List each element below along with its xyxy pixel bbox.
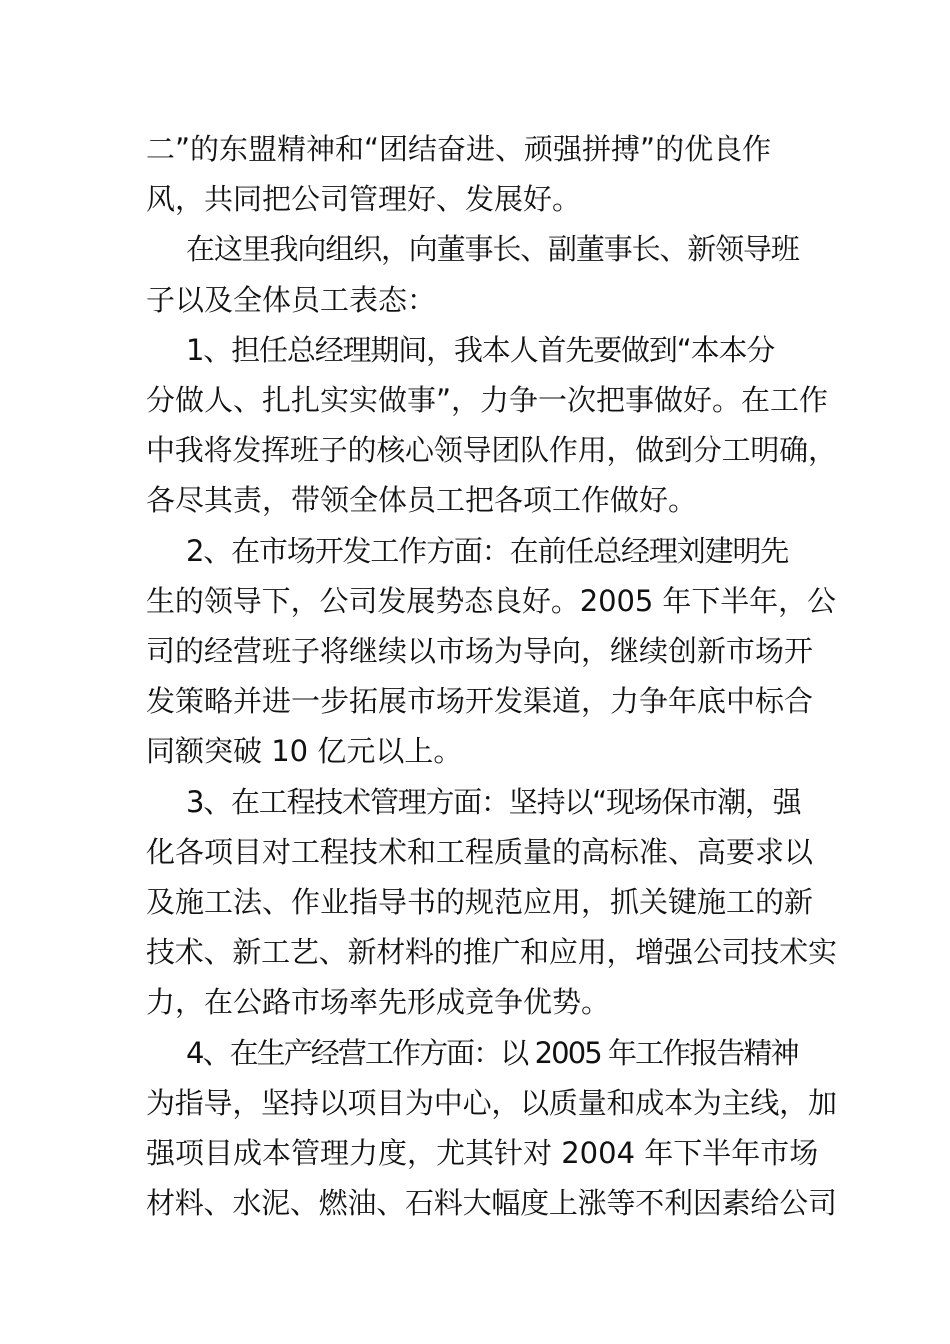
text-line: 化各项目对工程技术和工程质量的高标准、高要求以 xyxy=(146,834,814,869)
text-line: 强项目成本管理力度，尤其针对 2004 年下半年市场 xyxy=(146,1136,819,1171)
text-line: 二”的东盟精神和“团结奋进、顽强拼搏”的优良作 xyxy=(146,132,772,166)
text-line: 同额突破 10 亿元以上。 xyxy=(146,734,463,769)
text-line: 各尽其责，带领全体员工把各项工作做好。 xyxy=(146,483,698,518)
text-line: 2、在市场开发工作方面：在前任总经理刘建明先 xyxy=(186,533,789,568)
text-line: 风，共同把公司管理好、发展好。 xyxy=(146,182,582,217)
text-line: 在这里我向组织，向董事长、副董事长、新领导班 xyxy=(186,232,799,267)
text-line: 中我将发挥班子的核心领导团队作用，做到分工明确， xyxy=(146,433,837,468)
text-line: 发策略并进一步拓展市场开发渠道，力争年底中标合 xyxy=(146,684,814,719)
text-line: 技术、新工艺、新材料的推广和应用，增强公司技术实 xyxy=(146,935,837,970)
text-line: 司的经营班子将继续以市场为导向，继续创新市场开 xyxy=(146,634,814,669)
document-body xyxy=(146,124,837,1228)
text-line: 3、在工程技术管理方面：坚持以“现场保市潮，强 xyxy=(186,784,801,819)
text-line: 及施工法、作业指导书的规范应用，抓关键施工的新 xyxy=(146,885,814,920)
text-line: 生的领导下，公司发展势态良好。2005 年下半年，公 xyxy=(146,583,836,618)
text-line: 分做人、扎扎实实做事”，力争一次把事做好。在工作 xyxy=(146,383,829,418)
text-line: 力，在公路市场率先形成竞争优势。 xyxy=(146,985,611,1020)
text-line: 材料、水泥、燃油、石料大幅度上涨等不利因素给公司 xyxy=(146,1186,837,1221)
text-line: 1、担任总经理期间，我本人首先要做到“本本分 xyxy=(186,332,775,367)
text-line: 为指导，坚持以项目为中心，以质量和成本为主线，加 xyxy=(146,1085,837,1120)
text-line: 4、在生产经营工作方面：以 2005 年工作报告精神 xyxy=(186,1035,798,1070)
text-line: 子以及全体员工表态： xyxy=(146,282,437,317)
